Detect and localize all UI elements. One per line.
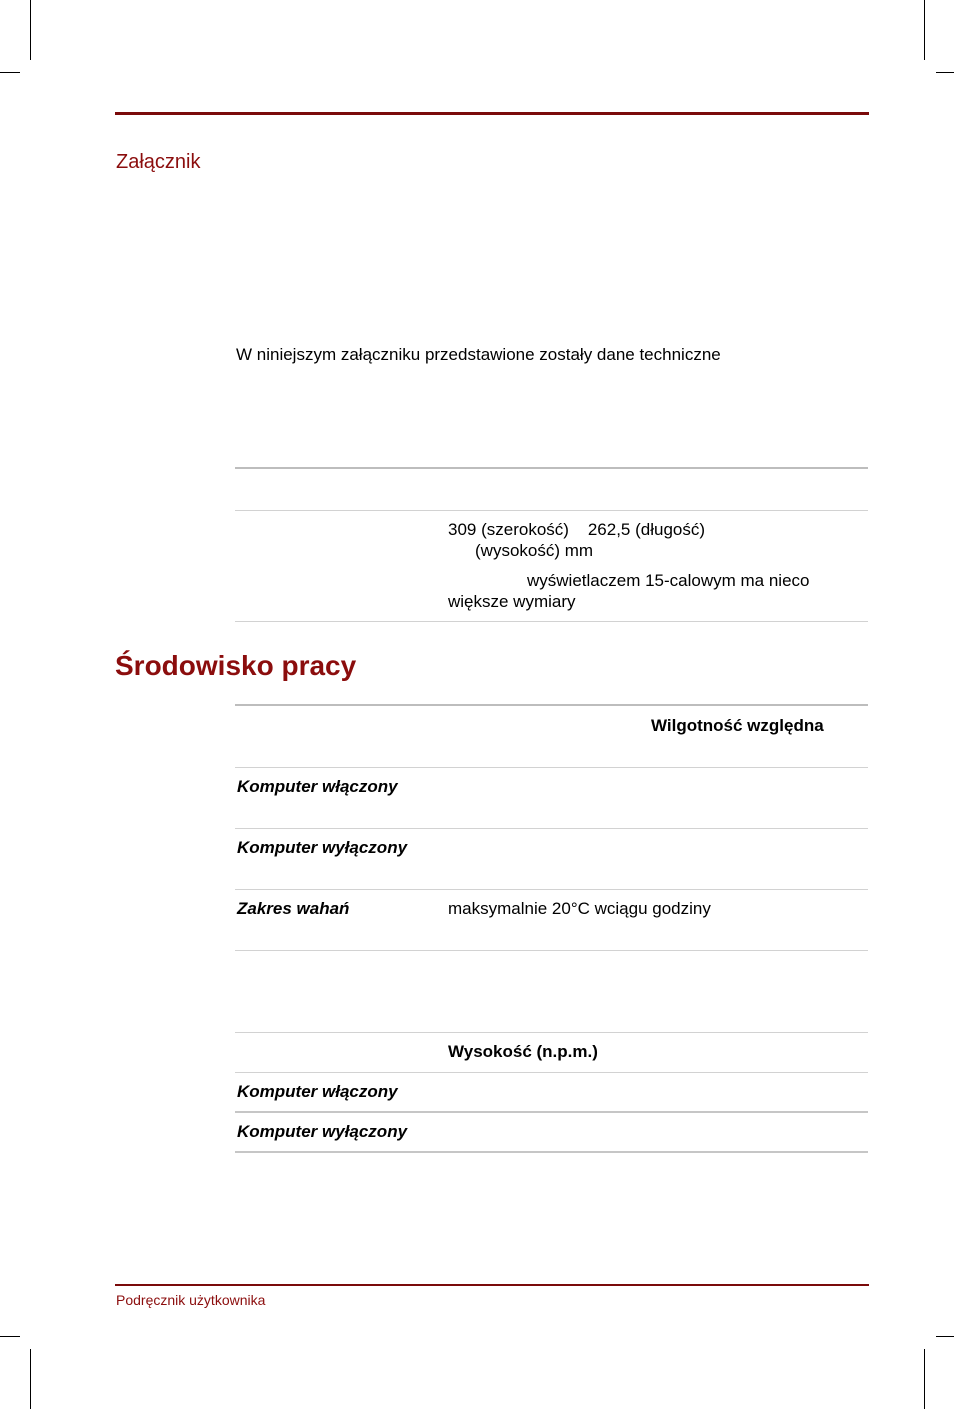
dimensions-line2: (wysokość) mm: [475, 541, 594, 560]
dimensions-line1: 309 (szerokość) 262,5 (długość): [448, 520, 706, 539]
crop-mark: [936, 72, 954, 73]
crop-mark: [936, 1336, 954, 1337]
crop-mark: [924, 1349, 925, 1409]
altitude-row-rule: [235, 1111, 868, 1113]
footer-rule: [115, 1284, 869, 1286]
humidity-row-label-range: Zakres wahań: [237, 899, 350, 918]
humidity-table-bottom-rule: [235, 950, 868, 951]
altitude-row-label-on: Komputer włączony: [237, 1082, 398, 1101]
altitude-table-top-rule: [235, 1032, 868, 1033]
table-bottom-rule: [235, 621, 868, 622]
humidity-row-rule: [235, 889, 868, 890]
altitude-table-bottom-rule: [235, 1151, 868, 1153]
section-header: Załącznik: [116, 151, 201, 173]
crop-mark: [924, 0, 925, 60]
footer-text: Podręcznik użytkownika: [116, 1292, 266, 1308]
crop-mark: [30, 0, 31, 60]
humidity-row-rule: [235, 828, 868, 829]
humidity-row-rule: [235, 767, 868, 768]
crop-mark: [0, 1336, 20, 1337]
altitude-row-label-off: Komputer wyłączony: [237, 1122, 408, 1141]
table-top-rule: [235, 467, 868, 469]
altitude-row-rule: [235, 1072, 868, 1073]
section-title: Środowisko pracy: [115, 650, 357, 681]
table-row-rule: [235, 510, 868, 511]
humidity-row-label-on: Komputer włączony: [237, 777, 398, 796]
crop-mark: [0, 72, 20, 73]
crop-mark: [30, 1349, 31, 1409]
humidity-column-header: Wilgotność względna: [651, 716, 824, 735]
dimensions-note-line1: wyświetlaczem 15-calowym ma nieco: [527, 571, 810, 590]
dimensions-note-line2: większe wymiary: [448, 592, 576, 611]
humidity-table-top-rule: [235, 704, 868, 706]
humidity-row-label-off: Komputer wyłączony: [237, 838, 408, 857]
altitude-column-header: Wysokość (n.p.m.): [448, 1042, 598, 1061]
header-rule: [115, 112, 869, 115]
intro-text: W niniejszym załączniku przedstawione zostały dane techniczne: [236, 345, 721, 364]
humidity-row-value-range: maksymalnie 20°C wciągu godziny: [448, 899, 711, 918]
